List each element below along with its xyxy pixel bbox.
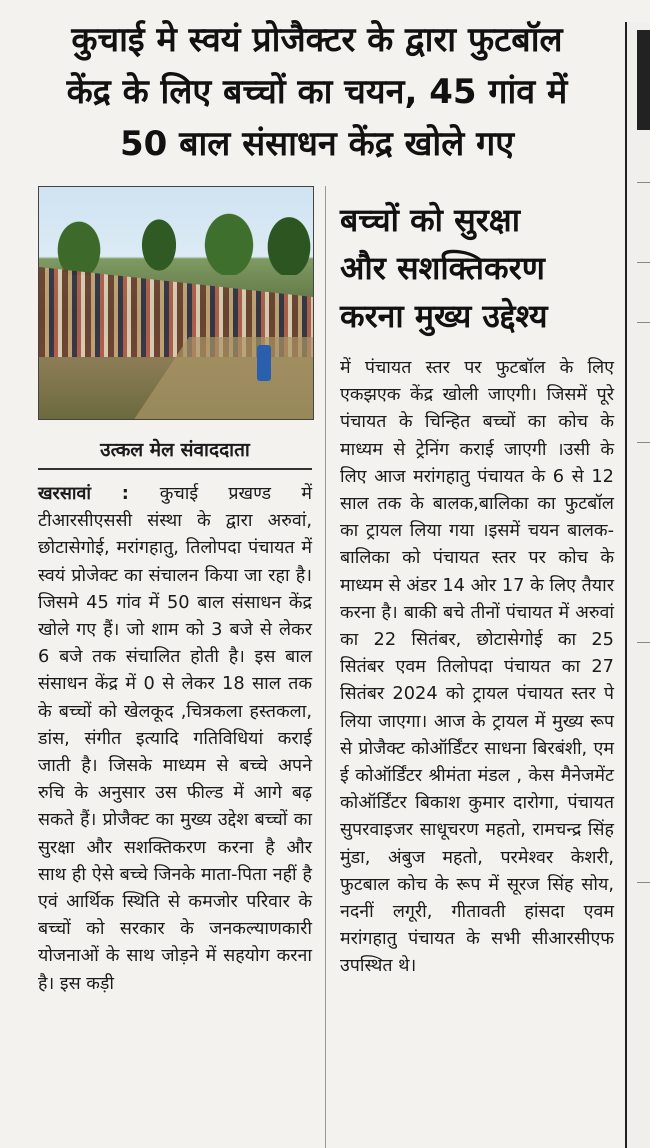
photo-drum [257, 345, 271, 381]
adjacent-page-rule [637, 262, 650, 263]
subheading-line-1: बच्चों को सुरक्षा [340, 201, 521, 239]
adjacent-page-rule [637, 182, 650, 183]
subheading-line-2: और सशक्तिकरण [340, 249, 545, 287]
subheading [340, 196, 620, 340]
photo-trees [39, 205, 313, 275]
left-body-text: कुचाई प्रखण्ड में टीआरसीएससी संस्था के द्वारा अरुवां, छोटासेगोई, मरांगहातु, तिलोपदा पंचायत में स्वयं प्रोजेक्ट का संचालन किया जा रहा है।जिसमे 45 गांव में 50 बाल संसाधन केंद्र खोले गए हैं। जो शाम को 3 बजे से लेकर 6 बजे तक संचालित होती है। इस बाल संसाधन केंद्र में 0 से लेकर 18 साल तक के बच्चों को खेलकूद ,चित्रकला हस्तकला, डांस, संगीत इत्यादि गतिविधियां कराई जाती है। जिसके माध्यम से बच्चे अपने रुचि के अनुसार उस फील्ड में आगे बढ़ सकते हैं। प्रोजैक्ट का मुख्य उद्देश बच्चों का सुरक्षा और सशक्तिकरण करना है और साथ ही ऐसे बच्चे जिनके माता-पिता नहीं है एवं आर्थिक स्थिति से कमजोर परिवार के बच्चों को सरकार के जनकल्याणकारी योजनाओं के साथ जोड़ने में सहयोग करना है। इस कड़ी [38, 483, 312, 994]
adjacent-page-rule [637, 642, 650, 643]
byline-rule [38, 468, 312, 470]
subheading-line-3: करना मुख्य उद्देश्य [340, 297, 548, 335]
adjacent-page-strip [637, 30, 650, 130]
headline-line-2: केंद्र के लिए बच्चों का चयन, 45 गांव में [66, 72, 568, 112]
adjacent-page-edge [625, 22, 650, 1148]
left-column [38, 480, 312, 997]
headline-line-3: 50 बाल संसाधन केंद्र खोले गए [119, 124, 515, 164]
news-photo [38, 186, 314, 420]
byline: उत्कल मेल संवाददाता [100, 439, 250, 461]
adjacent-page-rule [637, 322, 650, 323]
right-body-text: में पंचायत स्तर पर फुटबॉल के लिए एकझएक केंद्र खोली जाएगी। जिसमें पूरे पंचायत के चिन्हित बच्चों का कोच के माध्यम से ट्रेनिंग कराई जाएगी ।उसी के लिए आज मरांगहातु पंचायत के 6 से 12 साल तक के बालक,बालिका का फुटबॉल का ट्रायल लिया गया ।इसमें चयन बालक-बालिका को पंचायत स्तर पर कोच के माध्यम से अंडर 14 ओर 17 के लिए तैयार करना है। बाकी बचे तीनों पंचायत में अरुवां का 22 सितंबर, छोटासेगोई का 25 सितंबर एवम तिलोपदा पंचायत का 27 सितंबर 2024 को ट्रायल पंचायत स्तर पे लिया जाएगा। आज के ट्रायल में मुख्य रूप से प्रोजैक्ट कोऑर्डिंटर साधना बिरबंशी, एम ई कोऑर्डिंटर श्रीमंता मंडल , केस मैनेजमेंट कोऑर्डिंटर बिकाश कुमार दारोगा, पंचायत सुपरवाइजर साधूचरण महतो, रामचन्द्र सिंह मुंडा, अंबुज महतो, परमेश्वर केशरी, फुटबाल कोच के रूप में सूरज सिंह सोय, नदनीं लगूरी, गीतावती हांसदा एवम मरांगहातु पंचायत के सभी सीआरसीएफ उपस्थित थे। [340, 357, 614, 977]
adjacent-page-rule [637, 442, 650, 443]
headline [18, 14, 616, 170]
adjacent-page-rule [637, 882, 650, 883]
dateline: खरसावां : [38, 483, 160, 504]
right-column [340, 354, 614, 980]
column-divider [325, 186, 326, 1148]
headline-line-1: कुचाई मे स्वयं प्रोजैक्टर के द्वारा फुटबॉल [71, 20, 563, 60]
